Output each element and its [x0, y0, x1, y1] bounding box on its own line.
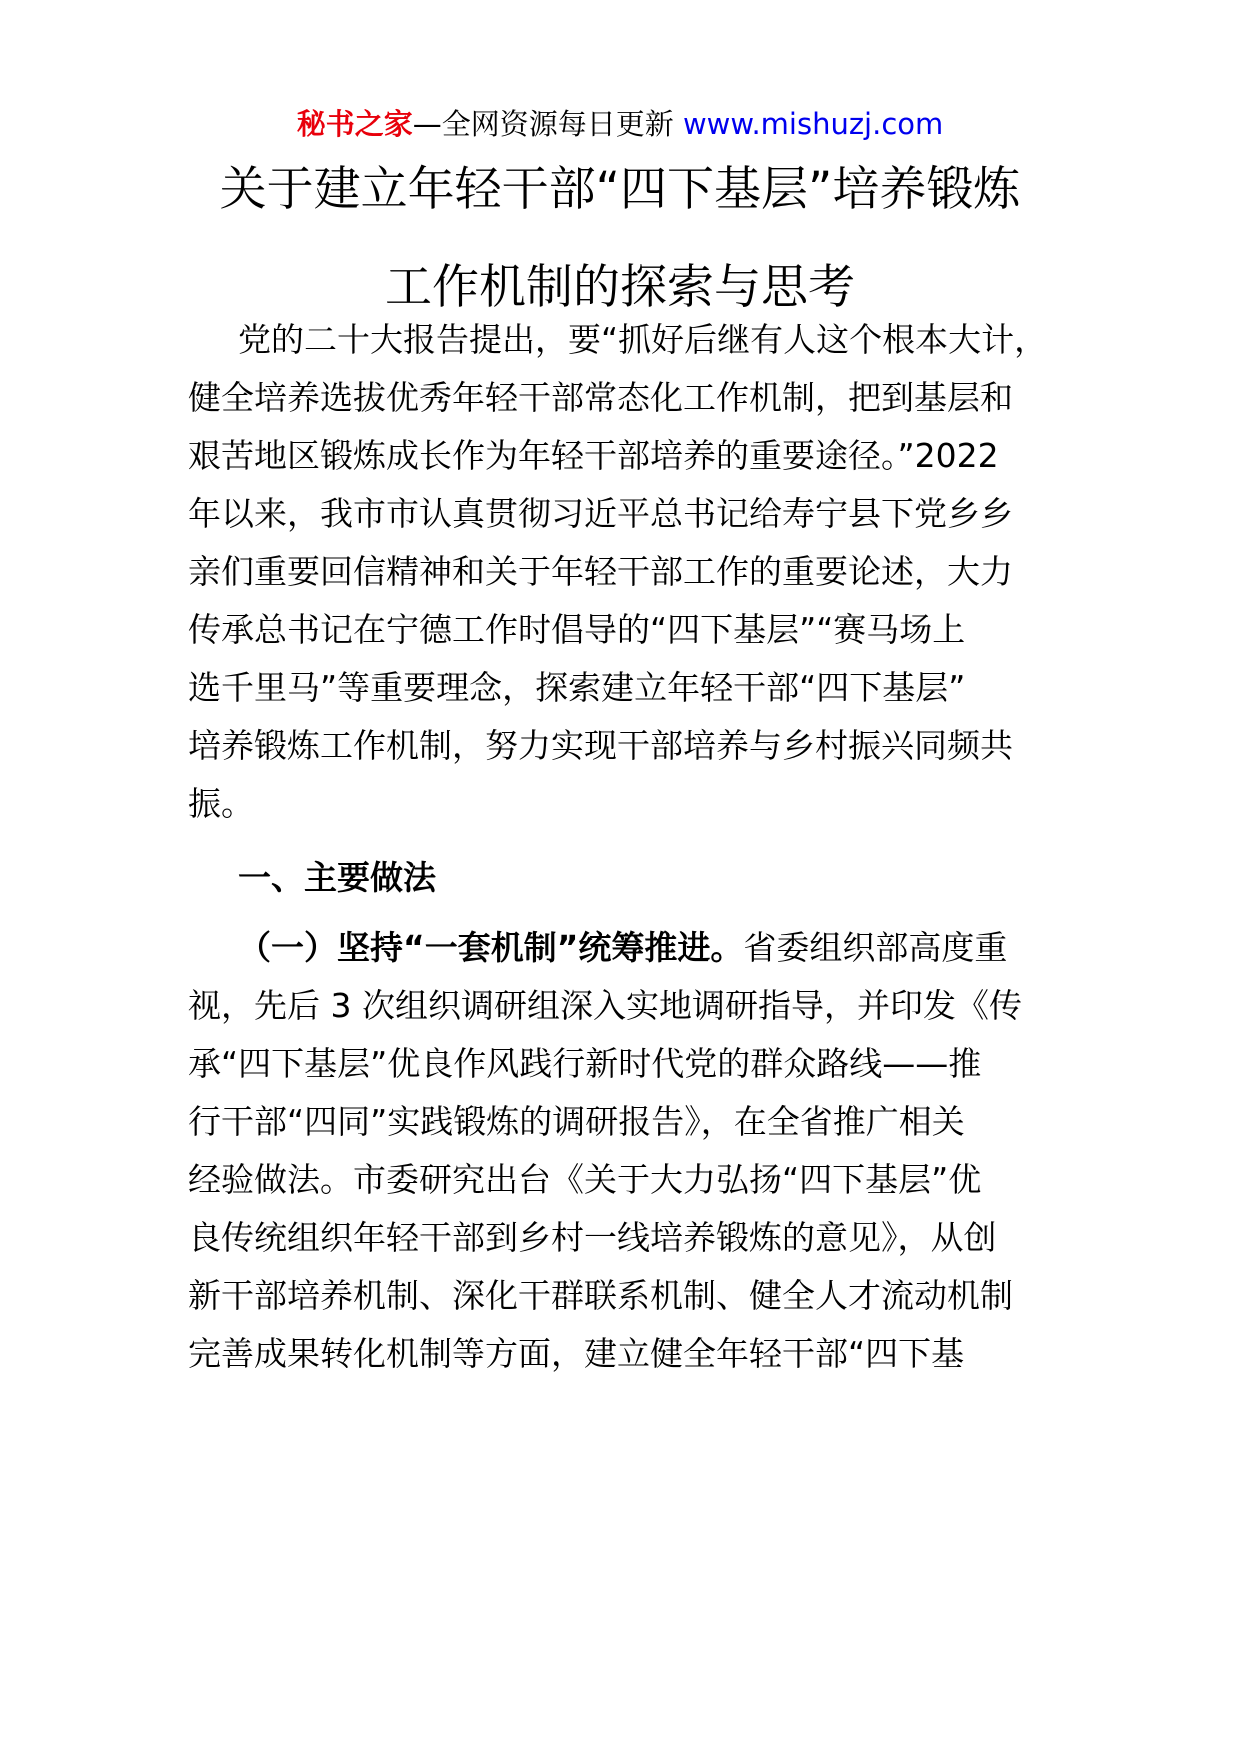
brand-name: 秘书之家 — [296, 107, 413, 141]
section-heading: 一、主要做法 — [238, 858, 436, 897]
subsection-line: 完善成果转化机制等方面，建立健全年轻干部“四下基 — [188, 1334, 965, 1373]
subsection-line: 新干部培养机制、深化干群联系机制、健全人才流动机制 — [188, 1276, 1013, 1315]
intro-line: 振。 — [188, 784, 254, 823]
site-link[interactable]: www.mishuzj.com — [682, 107, 944, 141]
subsection-heading: （一）坚持“一套机制”统筹推进。 — [238, 928, 744, 967]
intro-line: 健全培养选拔优秀年轻干部常态化工作机制，把到基层和 — [188, 378, 1013, 417]
site-header — [0, 104, 1240, 144]
subsection-line: 行干部“四同”实践锻炼的调研报告》，在全省推广相关 — [188, 1102, 965, 1141]
intro-line: 亲们重要回信精神和关于年轻干部工作的重要论述，大力 — [188, 552, 1013, 591]
subsection-line: 承“四下基层”优良作风践行新时代党的群众路线——推 — [188, 1044, 982, 1083]
subsection-line: 经验做法。市委研究出台《关于大力弘扬“四下基层”优 — [188, 1160, 982, 1199]
intro-line: 艰苦地区锻炼成长作为年轻干部培养的重要途径。”2022 — [188, 436, 999, 475]
subsection-line: 良传统组织年轻干部到乡村一线培养锻炼的意见》，从创 — [188, 1218, 997, 1257]
header-tagline: —全网资源每日更新 — [412, 107, 674, 141]
intro-line: 党的二十大报告提出，要“抓好后继有人这个根本大计， — [238, 320, 1048, 359]
intro-line: 传承总书记在宁德工作时倡导的“四下基层”“赛马场上 — [188, 610, 966, 649]
subsection-first-line — [238, 926, 1007, 970]
subsection-line: 视，先后 3 次组织调研组深入实地调研指导，并印发《传 — [188, 986, 1022, 1025]
intro-line: 培养锻炼工作机制，努力实现干部培养与乡村振兴同频共 — [188, 726, 1013, 765]
intro-line: 年以来，我市市认真贯彻习近平总书记给寿宁县下党乡乡 — [188, 494, 1013, 533]
intro-line: 选千里马”等重要理念，探索建立年轻干部“四下基层” — [188, 668, 966, 707]
document-title-line-2: 工作机制的探索与思考 — [385, 260, 855, 315]
subsection-text: 省委组织部高度重 — [743, 928, 1008, 967]
document-title-line-1: 关于建立年轻干部“四下基层”培养锻炼 — [219, 162, 1021, 217]
